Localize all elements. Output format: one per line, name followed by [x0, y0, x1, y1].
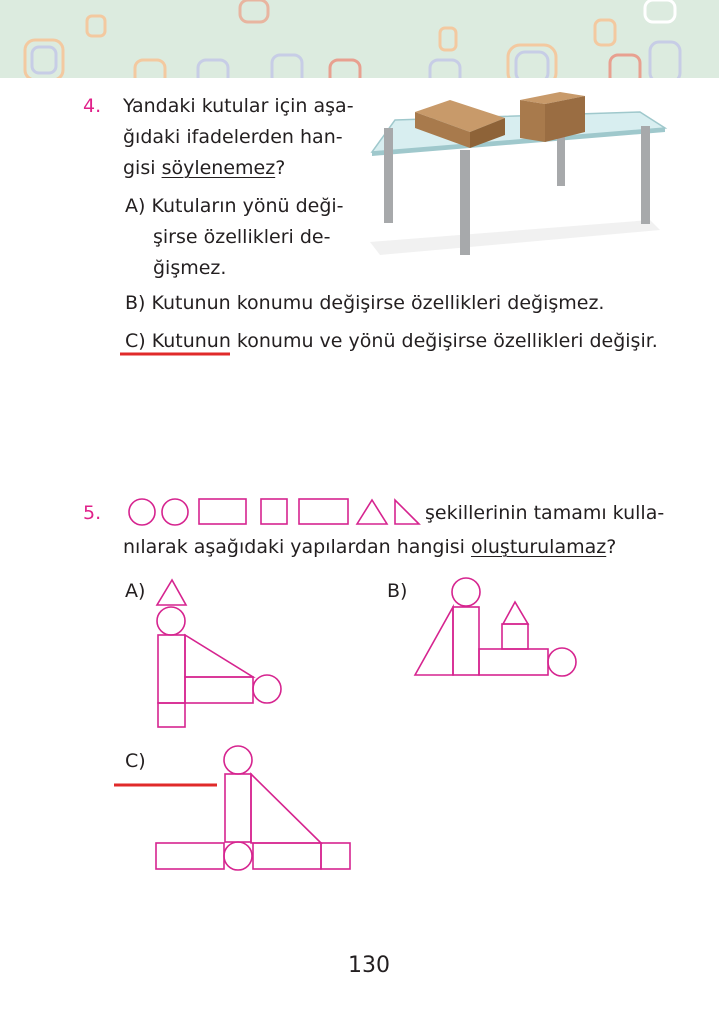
q5-option-c-label: C) — [125, 750, 146, 772]
question-4-number: 4. — [83, 95, 102, 117]
glass-table-illustration — [370, 92, 665, 255]
table-leg — [641, 126, 650, 224]
q4-stem-line1: Yandaki kutular için aşa- — [123, 95, 354, 117]
q4-stem-line2: ğıdaki ifadelerden han- — [123, 126, 343, 148]
q5-shape-set — [129, 499, 419, 525]
shape-triangle — [357, 500, 387, 524]
shape-square — [261, 499, 287, 524]
table-shadow — [370, 220, 660, 255]
question-5-number: 5. — [83, 502, 102, 524]
q4-stem-emphasis: söylenemez — [161, 157, 276, 179]
figure-option-b — [415, 578, 576, 676]
table-leg — [384, 128, 393, 223]
shape-circle — [129, 499, 155, 525]
q4-option-a-line3: ğişmez. — [153, 257, 227, 279]
shape-rectangle — [299, 499, 348, 524]
q4-option-c: C) Kutunun konumu ve yönü değişirse özellikleri değişir. — [125, 330, 658, 352]
q4-stem-prefix: gisi — [123, 157, 162, 179]
q5-stem-end: ? — [606, 536, 617, 558]
q5-option-a-label: A) — [125, 580, 146, 602]
page-number: 130 — [348, 953, 390, 978]
q5-option-b-label: B) — [387, 580, 408, 602]
q4-option-a-line2: şirse özellikleri de- — [153, 226, 331, 248]
figure-option-a — [157, 580, 281, 727]
shape-right-triangle — [395, 500, 419, 524]
table-leg — [460, 150, 470, 255]
q5-stem-prefix: nılarak aşağıdaki yapılardan hangisi — [123, 536, 471, 558]
shape-rectangle — [199, 499, 246, 524]
shape-circle — [162, 499, 188, 525]
q5-stem-line1: şekillerinin tamamı kulla- — [425, 502, 665, 524]
q4-stem-end: ? — [275, 157, 286, 179]
q4-option-a-line1: A) Kutuların yönü deği- — [125, 195, 344, 217]
q4-option-b: B) Kutunun konumu değişirse özellikleri değişmez. — [125, 292, 605, 314]
figure-option-c — [156, 746, 350, 870]
q5-stem-emphasis: oluşturulamaz — [470, 536, 607, 558]
